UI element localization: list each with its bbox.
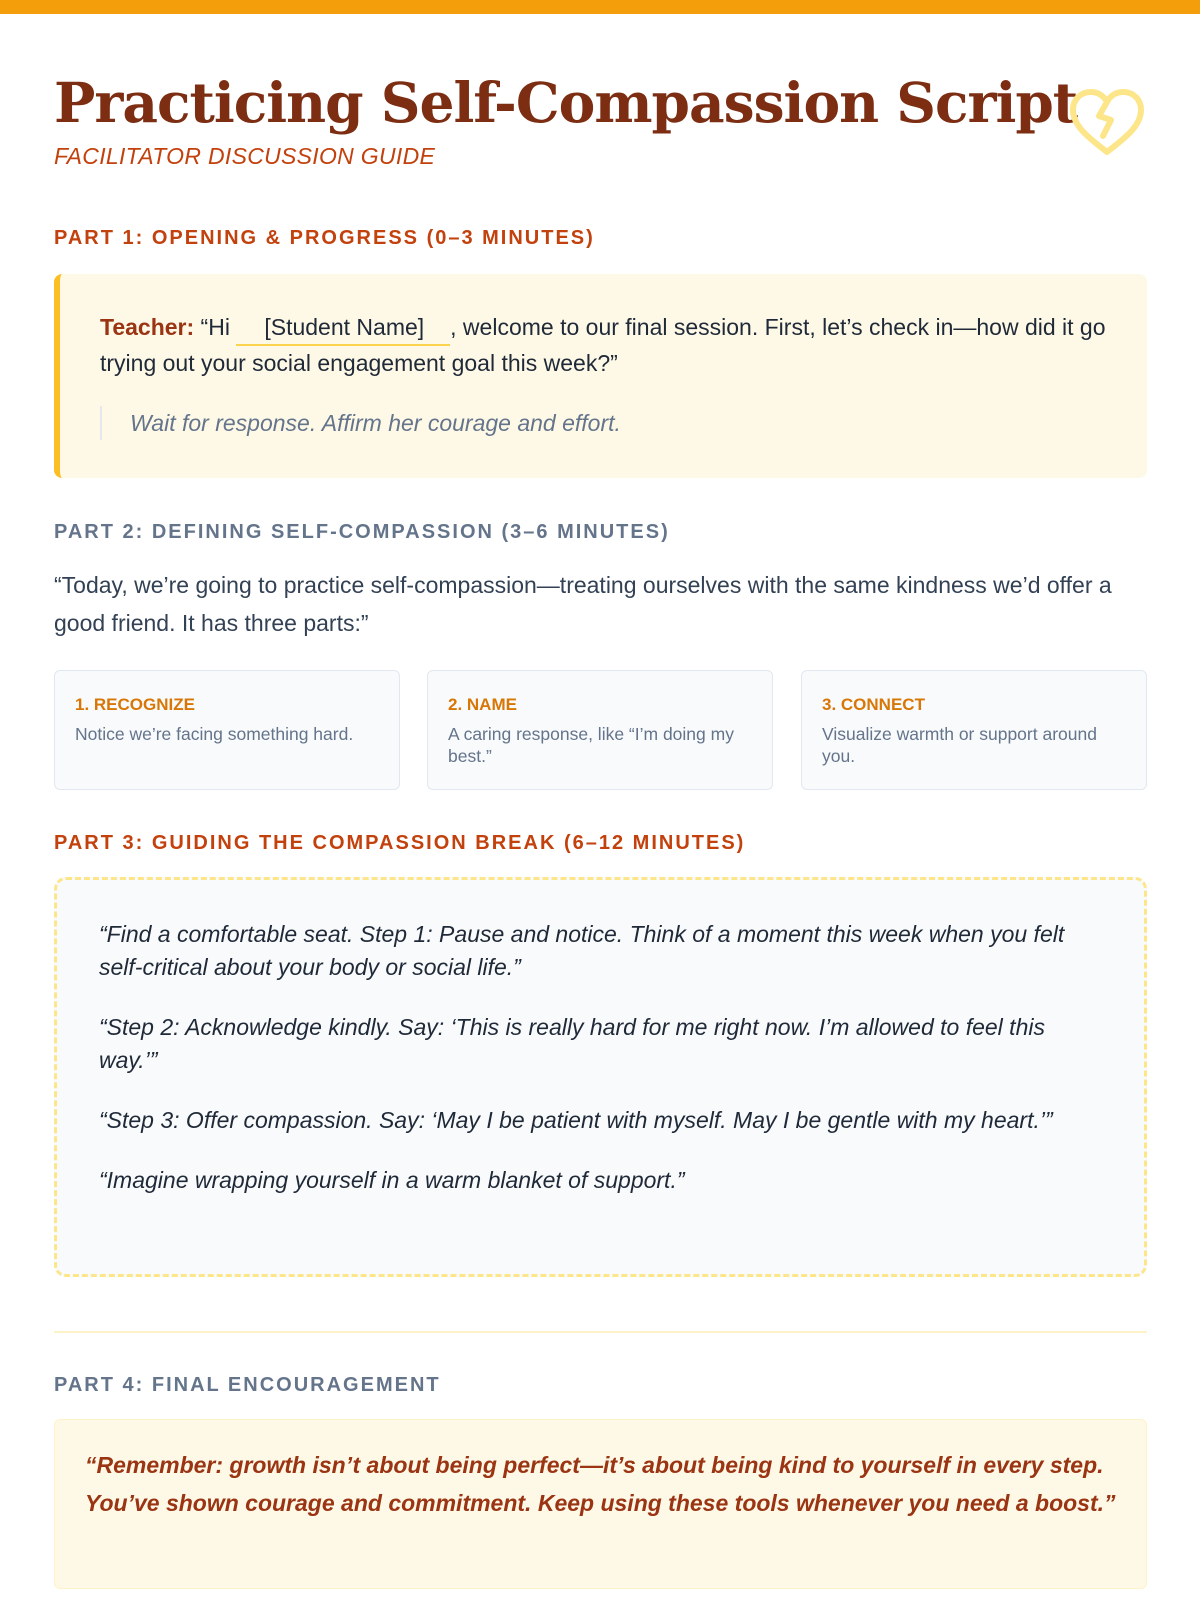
teacher-line-start: “Hi: [194, 314, 237, 340]
script-closing: “Imagine wrapping yourself in a warm blanket of support.”: [99, 1167, 685, 1193]
speaker-label: Teacher:: [100, 314, 195, 340]
card-recognize: [54, 670, 400, 790]
part3-heading: PART 3: GUIDING THE COMPASSION BREAK (6–12 MINUTES): [54, 832, 746, 854]
card-title: 2. NAME: [448, 695, 517, 714]
top-accent-bar: [0, 0, 1200, 14]
student-name-blank: [Student Name]: [236, 310, 450, 346]
part1-card: [54, 274, 1147, 478]
heart-puzzle-icon: [1067, 86, 1147, 158]
card-connect: [801, 670, 1147, 790]
card-title: 3. CONNECT: [822, 695, 925, 714]
script-step-2: “Step 2: Acknowledge kindly. Say: ‘This is really hard for me right now. I’m allowed to feel this way.’”: [99, 1014, 1045, 1073]
facilitator-note: Wait for response. Affirm her courage and effort.: [100, 406, 1107, 440]
script-step-3: “Step 3: Offer compassion. Say: ‘May I be patient with myself. May I be gentle with my heart.’”: [99, 1107, 1053, 1133]
card-description: A caring response, like “I’m doing my best.”: [448, 724, 734, 766]
teacher-line-end: , welcome to our final session. First, let’s check in—how did it go trying out your social engagement goal this week?”: [100, 314, 1106, 376]
card-description: Visualize warmth or support around you.: [822, 724, 1097, 766]
part4-heading: PART 4: FINAL ENCOURAGEMENT: [54, 1374, 441, 1396]
teacher-line: [100, 310, 1107, 380]
script-step-1: “Find a comfortable seat. Step 1: Pause and notice. Think of a moment this week when you felt self-critical about your body or social life.”: [99, 921, 1065, 980]
page-subtitle: FACILITATOR DISCUSSION GUIDE: [54, 143, 436, 169]
card-description: Notice we’re facing something hard.: [75, 724, 354, 744]
section-divider: [54, 1331, 1147, 1333]
page-title: Practicing Self-Compassion Script: [54, 70, 1078, 135]
part1-heading: PART 1: OPENING & PROGRESS (0–3 MINUTES): [54, 227, 595, 249]
card-title: 1. RECOGNIZE: [75, 695, 195, 714]
part2-heading: PART 2: DEFINING SELF-COMPASSION (3–6 MINUTES): [54, 521, 670, 543]
three-parts-cards: [54, 670, 1147, 790]
final-encouragement-text: “Remember: growth isn’t about being perfect—it’s about being kind to yourself in every step. You’ve shown courage and commitment. Keep using these tools whenever you need a boost.”: [85, 1452, 1116, 1516]
document-header: [54, 68, 1147, 178]
compassion-break-script: [54, 877, 1147, 1277]
card-name: [427, 670, 773, 790]
part2-intro: “Today, we’re going to practice self-compassion—treating ourselves with the same kindness we’d offer a good friend. It has three parts:”: [54, 572, 1112, 636]
final-encouragement-card: [54, 1419, 1147, 1589]
